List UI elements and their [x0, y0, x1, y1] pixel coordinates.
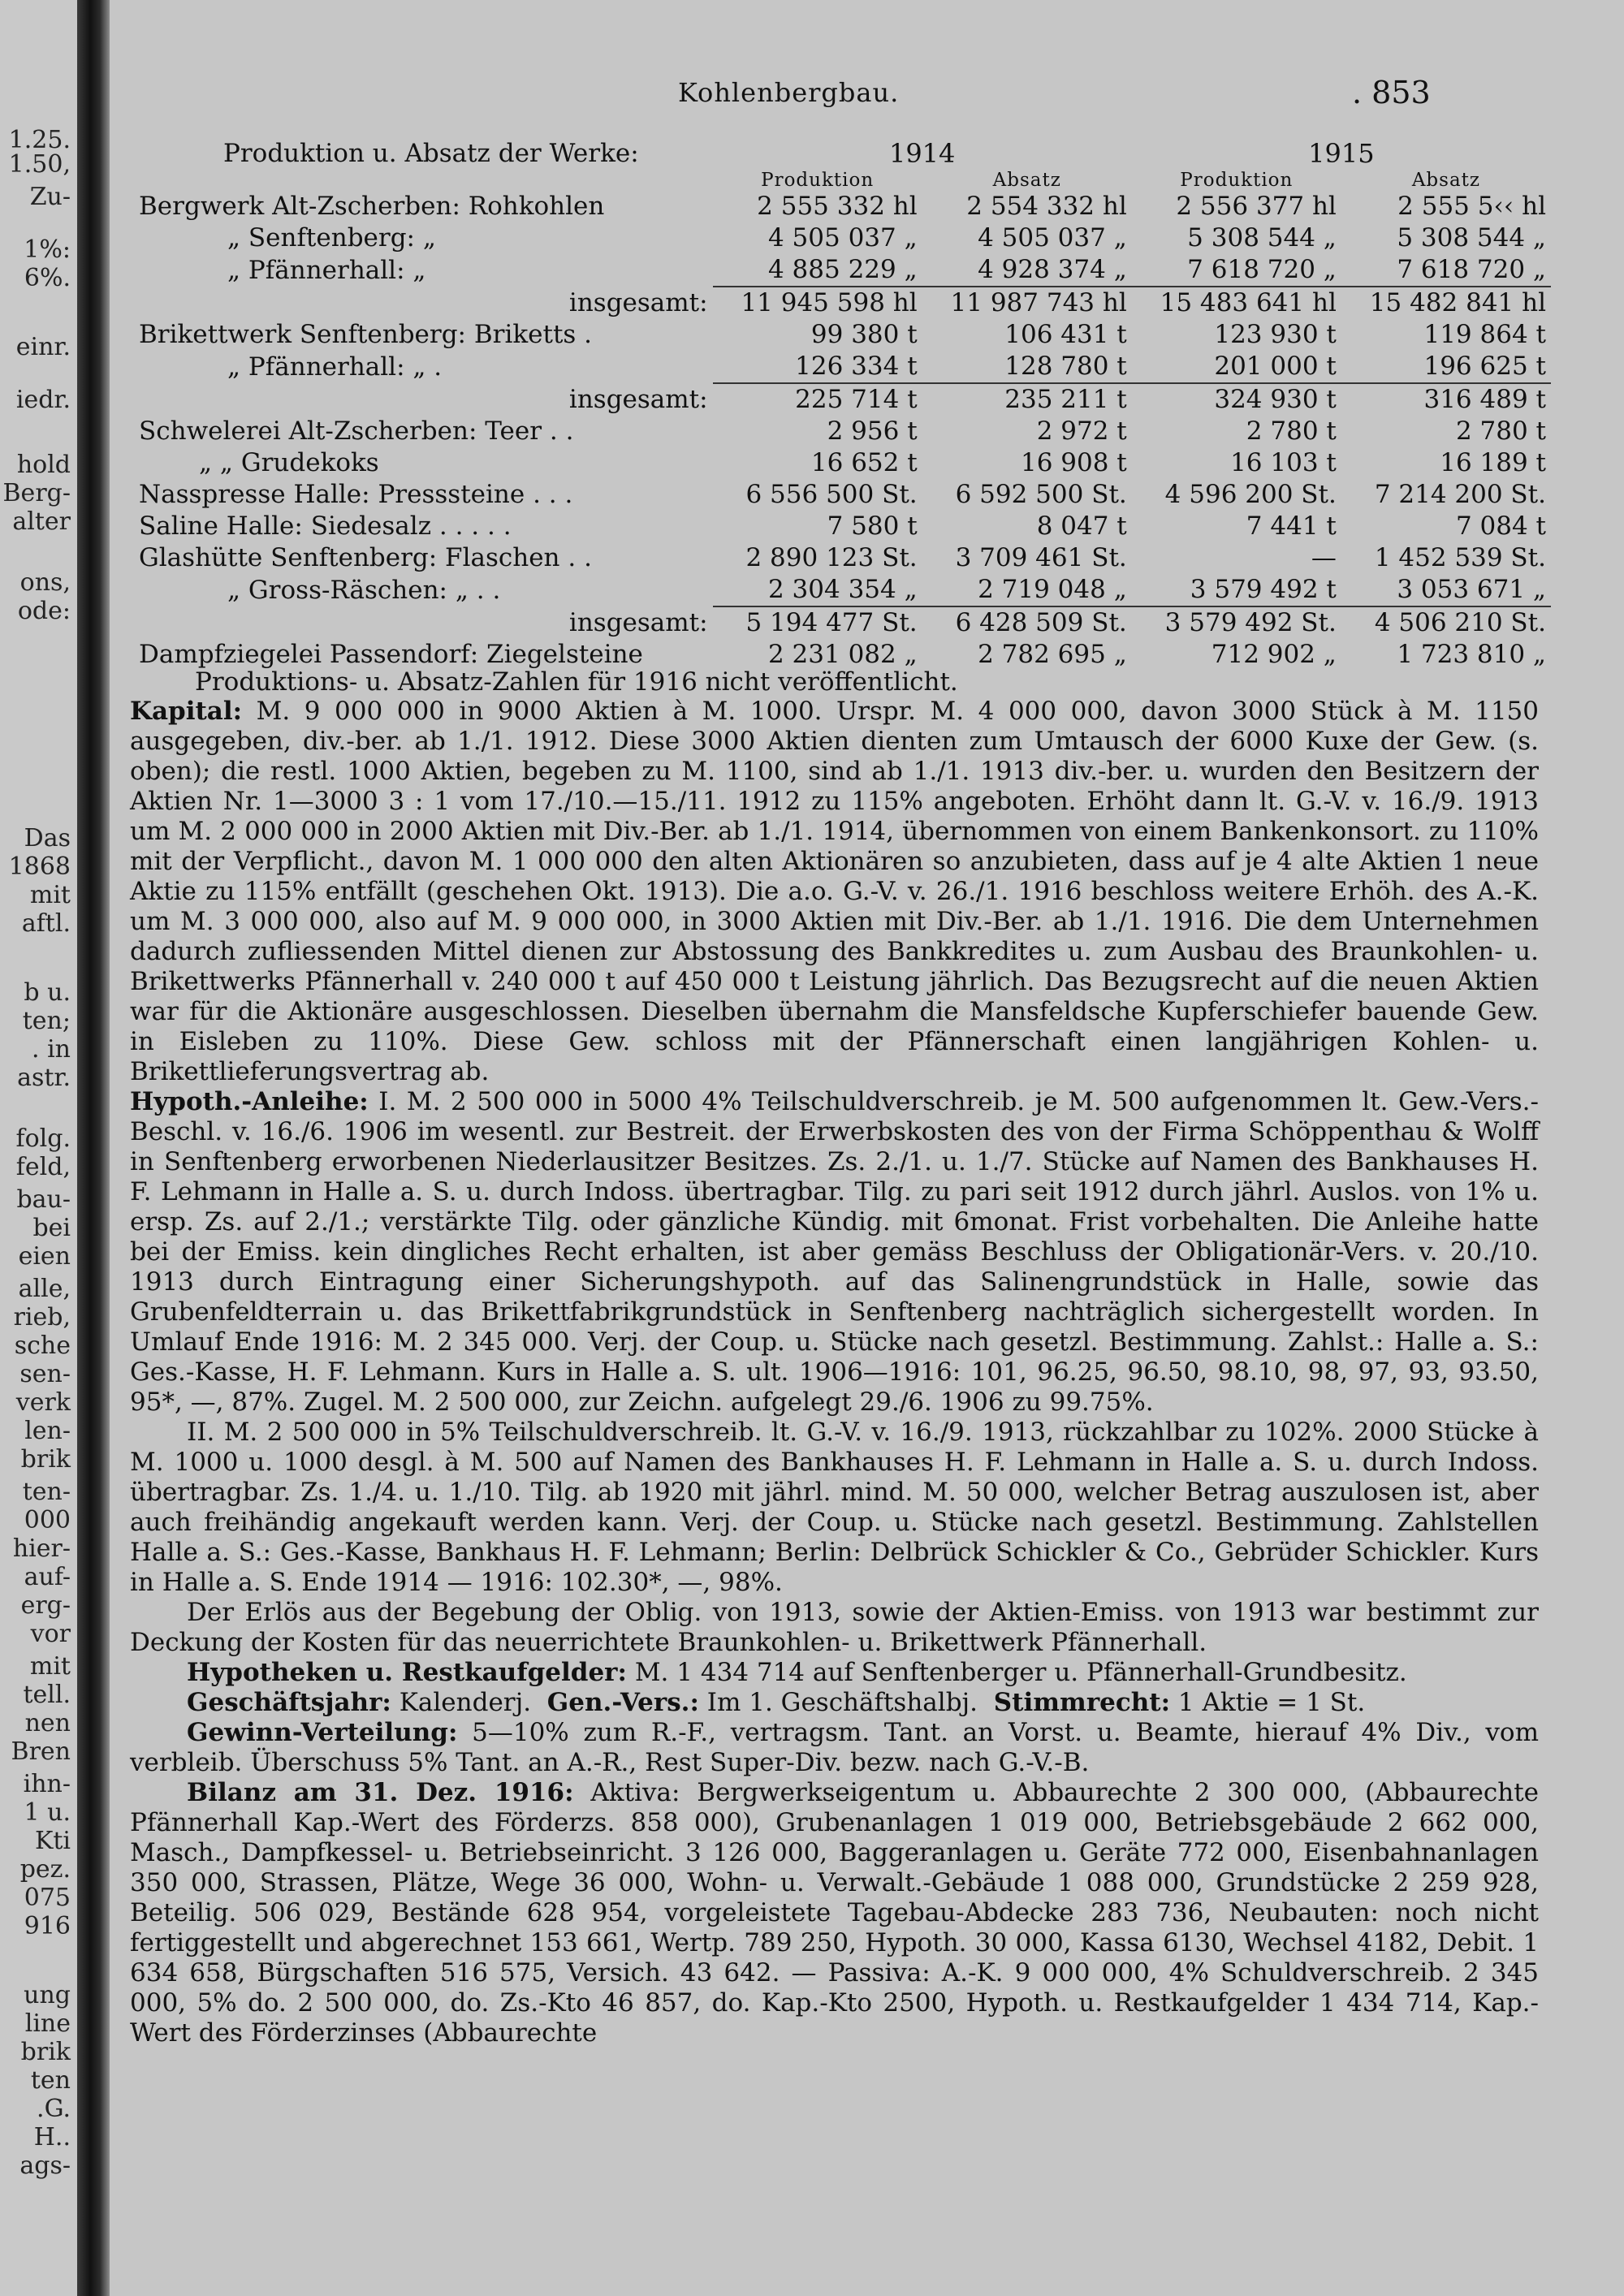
geschaeftsjahr-text: Kalenderj.	[399, 1688, 532, 1717]
margin-fragment: erg-	[20, 1591, 71, 1620]
margin-fragment: Kti	[34, 1827, 71, 1855]
book-gutter	[77, 0, 110, 2296]
table-row	[134, 639, 1551, 671]
row-value: 2 780 t	[1455, 416, 1546, 446]
margin-fragment: pez.	[19, 1855, 71, 1884]
margin-fragment: bau-	[16, 1185, 71, 1214]
row-value: 3 709 461 St.	[955, 543, 1127, 572]
margin-fragment: line	[24, 2009, 71, 2038]
margin-fragment: mit	[29, 1652, 71, 1681]
col-produktion-1915: Produktion	[1180, 170, 1294, 191]
row-value: 15 482 841 hl	[1341, 287, 1551, 319]
margin-fragment: .G.	[37, 2095, 71, 2123]
margin-fragment: iedr.	[15, 386, 71, 414]
margin-fragment: auf-	[24, 1563, 71, 1591]
row-value: 2 972 t	[1036, 416, 1127, 446]
table-row	[134, 511, 1551, 542]
row-value: 16 103 t	[1230, 448, 1337, 477]
row-value: 2 231 082 „	[767, 640, 918, 669]
col-absatz-1914: Absatz	[992, 170, 1061, 191]
row-value: 1 452 539 St.	[1374, 543, 1546, 572]
margin-fragment: Das	[24, 824, 71, 852]
row-value: 2 304 354 „	[767, 575, 918, 604]
row-value: 99 380 t	[810, 320, 918, 349]
kapital-heading: Kapital:	[130, 697, 243, 726]
bilanz-text: Aktiva: Bergwerkseigentum u. Abbaurechte 2 300 000, (Abbaurechte Pfännerhall Kap.-Wert des Förderzs. 858 000), Grubenanlagen 1 019 000, Betriebsgebäude 2 662 000, Masch., Dampfkessel- u. Betriebseinricht. 3 126 000, Baggeranlagen u. Geräte 772 000, Eisenbahnanlagen 350 000, Strassen, Plätze, Wege 36 000, Wohn- u. Verwalt.-Gebäude 1 088 000, Grundstücke 2 259 928, Beteilig. 506 029, Bestände 628 954, vorgeleistete Tagebau-Abdecke 283 736, Neubauten: noch nicht fertiggestellt und abgerechnet 153 661, Wertp. 789 250, Hypoth. 30 000, Kassa 6130, Wechsel 4182, Debit. 1 634 658, Bürgschaften 516 575, Versich. 43 642. — Passiva: A.-K. 9 000 000, 4% Schuldverschreib. 2 345 000, 5% do. 2 500 000, do. Zs.-Kto 46 857, do. Kap.-Kto 2500, Hypoth. u. Restkaufgelder 1 434 714, Kap.-Wert des Förderzinses (Abbaurechte	[130, 1778, 1540, 2048]
running-header-title: Kohlenbergbau.	[678, 77, 900, 108]
margin-fragment: bei	[32, 1214, 71, 1242]
row-value: 5 308 544 „	[1397, 223, 1546, 252]
margin-fragment: H..	[33, 2123, 71, 2151]
row-value: 106 431 t	[1004, 320, 1127, 349]
row-value: 4 506 210 St.	[1341, 606, 1551, 639]
production-table	[134, 138, 1551, 671]
row-label: Dampfziegelei Passendorf: Ziegelsteine	[139, 640, 643, 669]
row-value: 2 780 t	[1246, 416, 1337, 446]
row-label: Nasspresse Halle: Presssteine . . .	[139, 480, 573, 509]
table-row	[134, 574, 1551, 606]
row-label: insgesamt:	[568, 608, 708, 637]
margin-fragment: 000	[24, 1506, 71, 1534]
gewinn-paragraph	[130, 1718, 1539, 1778]
margin-fragment: hier-	[12, 1534, 71, 1563]
margin-fragment: b u.	[24, 978, 71, 1007]
margin-fragment: sche	[14, 1331, 71, 1360]
margin-fragment: 6%.	[24, 264, 71, 292]
row-label: „ „ Grudekoks	[199, 448, 379, 477]
row-label: „ Pfännerhall: „ .	[227, 352, 443, 382]
margin-fragment: ags-	[19, 2151, 71, 2180]
row-label: „ Gross-Räschen: „ . .	[227, 576, 501, 605]
table-row	[134, 319, 1551, 351]
row-value: 4 505 037 „	[767, 223, 918, 252]
adjacent-page-strip	[0, 0, 77, 2296]
row-value: 16 189 t	[1440, 448, 1546, 477]
row-label: „ Pfännerhall: „	[227, 256, 426, 285]
row-value: 4 596 200 St.	[1164, 480, 1337, 509]
margin-fragment: hold	[16, 451, 71, 479]
table-heading: Produktion u. Absatz der Werke:	[223, 139, 639, 168]
row-value: 2 556 377 hl	[1176, 192, 1337, 221]
anleihe-1-text: I. M. 2 500 000 in 5000 4% Teilschuldverschreib. je M. 500 aufgenommen lt. Gew.-Vers.-Beschl. v. 16./6. 1906 im wesentl. zur Bestreit. der Erwerbskosten des von der Firma Schöppenthau & Wolff in Senftenberg erworbenen Niederlausitzer Besitzes. Zs. 2./1. u. 1./7. Stücke auf Namen des Bankhauses H. F. Lehmann in Halle a. S. u. durch Indoss. übertragbar. Tilg. zu pari seit 1912 durch jährl. Auslos. von 1% u. ersp. Zs. auf 2./1.; verstärkte Tilg. oder gänzliche Kündig. mit 6monat. Frist vorbehalten. Die Anleihe hatte bei der Emiss. kein dingliches Recht erhalten, ist aber gemäss Beschluss der Obligationär-Vers. v. 20./10. 1913 durch Eintragung einer Sicherungshypoth. auf das Salinengrundstück in Halle, sowie das Grubenfeldterrain u. das Brikettfabrikgrundstück in Senftenberg nachträglich sichergestellt worden. In Umlauf Ende 1916: M. 2 345 000. Verj. der Coup. u. Stücke nach gesetzl. Bestimmung. Zahlst.: Halle a. S.: Ges.-Kasse, H. F. Lehmann. Kurs in Halle a. S. ult. 1906—1916: 101, 96.25, 96.50, 98.10, 98, 97, 93, 93.50, 95*, —, 87%. Zugel. M. 2 500 000, zur Zeichn. aufgelegt 29./6. 1906 zu 99.75%.	[130, 1087, 1539, 1417]
row-value: 126 334 t	[795, 352, 918, 381]
margin-fragment: ons,	[19, 568, 71, 597]
table-row	[134, 351, 1551, 383]
margin-fragment: nen	[24, 1709, 71, 1737]
row-value: 1 723 810 „	[1397, 640, 1546, 669]
margin-fragment: . in	[32, 1035, 71, 1064]
row-value: 16 908 t	[1020, 448, 1127, 477]
margin-fragment: ode:	[17, 597, 71, 625]
genvers-heading: Gen.-Vers.:	[546, 1688, 699, 1717]
table-row	[134, 606, 1551, 639]
margin-fragment: brik	[20, 1445, 71, 1474]
body-text	[130, 697, 1539, 2048]
row-label: Brikettwerk Senftenberg: Briketts .	[139, 320, 593, 349]
margin-fragment: 1.50,	[8, 150, 71, 179]
margin-fragment: alle,	[18, 1275, 71, 1303]
row-value: 6 428 509 St.	[922, 606, 1132, 639]
row-value: 11 987 743 hl	[922, 287, 1132, 319]
row-value: 7 580 t	[827, 511, 918, 541]
margin-fragment: feld,	[15, 1153, 71, 1181]
table-year-row	[134, 138, 1551, 170]
margin-fragment: sen-	[19, 1360, 71, 1388]
year-1914: 1914	[888, 138, 956, 169]
row-value: 201 000 t	[1214, 352, 1337, 381]
row-value: 7 441 t	[1246, 511, 1337, 541]
row-value: 119 864 t	[1423, 320, 1546, 349]
geschaeftsjahr-heading: Geschäftsjahr:	[187, 1688, 391, 1717]
bilanz-heading: Bilanz am 31. Dez. 1916:	[187, 1778, 574, 1807]
row-value: 2 555 332 hl	[757, 192, 918, 221]
margin-fragment: tell.	[23, 1681, 71, 1709]
margin-fragment: astr.	[17, 1064, 71, 1092]
table-row	[134, 383, 1551, 416]
row-label: insgesamt:	[568, 385, 708, 414]
geschaeftsjahr-paragraph	[130, 1688, 1539, 1718]
genvers-text: Im 1. Geschäftshalbj.	[706, 1688, 978, 1717]
erloes-paragraph: Der Erlös aus der Begebung der Oblig. von 1913, sowie der Aktien-Emiss. von 1913 war bestimmt zur Deckung der Kosten für das neuerrichtete Braunkohlen- u. Brikettwerk Pfännerhall.	[130, 1598, 1539, 1657]
row-value: 123 930 t	[1214, 320, 1337, 349]
page-number: . 853	[1352, 75, 1431, 110]
year-1915: 1915	[1308, 138, 1375, 169]
margin-fragment: 1868	[8, 852, 71, 881]
hypotheken-paragraph	[130, 1658, 1539, 1688]
margin-fragment: 1%:	[24, 235, 71, 264]
margin-fragment: verk	[15, 1388, 71, 1417]
gewinn-heading: Gewinn-Verteilung:	[187, 1718, 458, 1747]
table-row	[134, 287, 1551, 319]
margin-fragment: brik	[20, 2038, 71, 2066]
margin-fragment: mit	[29, 881, 71, 909]
row-value: 128 780 t	[1004, 352, 1127, 381]
row-value: 316 489 t	[1341, 383, 1551, 416]
row-value: 225 714 t	[713, 383, 922, 416]
margin-fragment: rieb,	[13, 1303, 71, 1331]
kapital-paragraph	[130, 697, 1539, 1087]
book-page	[110, 0, 1624, 2296]
margin-fragment: eien	[18, 1242, 71, 1271]
row-value: 5 308 544 „	[1187, 223, 1337, 252]
margin-fragment: ten	[30, 2066, 71, 2095]
anleihe-2-paragraph: II. M. 2 500 000 in 5% Teilschuldverschreib. lt. G.-V. v. 16./9. 1913, rückzahlbar zu 102%. 2000 Stücke à M. 1000 u. 1000 desgl. à M. 500 auf Namen des Bankhauses H. F. Lehmann in Halle a. S. u. durch Indoss. übertragbar. Zs. 1./4. u. 1./10. Tilg. ab 1920 mit jährl. mind. M. 50 000, welcher Betrag auszulosen ist, aber auch freihändig angekauft werden kann. Verj. der Coup. u. Stücke nach gesetzl. Bestimmung. Zahlstellen Halle a. S.: Ges.-Kasse, Bankhaus H. F. Lehmann; Berlin: Delbrück Schickler & Co., Gebrüder Schickler. Kurs in Halle a. S. Ende 1914 — 1916: 102.30*, —, 98%.	[130, 1418, 1539, 1597]
margin-fragment: vor	[30, 1620, 71, 1648]
row-value: 2 782 695 „	[978, 640, 1127, 669]
col-absatz-1915: Absatz	[1411, 170, 1481, 191]
row-label: Bergwerk Alt-Zscherben: Rohkohlen	[139, 192, 605, 221]
margin-fragment: alter	[12, 507, 71, 536]
margin-fragment: 916	[24, 1912, 71, 1940]
row-label: Glashütte Senftenberg: Flaschen . .	[139, 543, 592, 572]
note-1916: Produktions- u. Absatz-Zahlen für 1916 nicht veröffentlicht.	[195, 667, 958, 697]
col-produktion-1914: Produktion	[761, 170, 875, 191]
row-value: 6 592 500 St.	[955, 480, 1127, 509]
row-value: 2 554 332 hl	[966, 192, 1127, 221]
row-value: 4 505 037 „	[978, 223, 1127, 252]
margin-fragment: Bren	[11, 1737, 71, 1766]
gewinn-text: 5—10% zum R.-F., vertragsm. Tant. an Vorst. u. Beamte, hierauf 4% Div., vom verbleib. Überschuss 5% Tant. an A.-R., Rest Super-Div. bezw. nach G.-V.-B.	[130, 1718, 1539, 1777]
anleihe-1-paragraph	[130, 1087, 1539, 1418]
table-row	[134, 222, 1551, 254]
margin-fragment: 1 u.	[24, 1798, 71, 1827]
margin-fragment: 1.25.	[8, 126, 71, 154]
row-value: 2 555 5‹‹ hl	[1397, 192, 1546, 221]
margin-fragment: 075	[24, 1884, 71, 1912]
row-label: „ Senftenberg: „	[227, 223, 436, 252]
margin-fragment: Zu-	[29, 183, 71, 211]
table-row	[134, 447, 1551, 479]
row-value: 15 483 641 hl	[1132, 287, 1341, 319]
margin-fragment: Berg-	[2, 479, 71, 507]
row-value: 5 194 477 St.	[713, 606, 922, 639]
production-rows	[134, 191, 1551, 671]
row-value: 7 618 720 „	[1397, 255, 1546, 284]
row-value: 11 945 598 hl	[713, 287, 922, 319]
row-value: 2 890 123 St.	[745, 543, 918, 572]
table-row	[134, 542, 1551, 574]
hypotheken-text: M. 1 434 714 auf Senftenberger u. Pfännerhall-Grundbesitz.	[634, 1658, 1407, 1687]
margin-fragment: ten;	[22, 1007, 71, 1035]
table-row	[134, 191, 1551, 222]
row-value: 7 214 200 St.	[1374, 480, 1546, 509]
row-value: 712 902 „	[1211, 640, 1337, 669]
row-value: 8 047 t	[1036, 511, 1127, 541]
kapital-text: M. 9 000 000 in 9000 Aktien à M. 1000. Urspr. M. 4 000 000, davon 3000 Stück à M. 1150 ausgegeben, div.-ber. ab 1./1. 1912. Diese 3000 Aktien dienten zum Umtausch der 6000 Kuxe der Gew. (s. oben); die restl. 1000 Aktien, begeben zu M. 1100, sind ab 1./1. 1913 div.-ber. u. wurden den Besitzern der Aktien Nr. 1—3000 3 : 1 vom 17./10.—15./11. 1912 zu 115% angeboten. Erhöht dann lt. G.-V. v. 16./9. 1913 um M. 2 000 000 in 2000 Aktien mit Div.-Ber. ab 1./1. 1914, übernommen von einem Bankenkonsort. zu 110% mit der Verpflicht., davon M. 1 000 000 den alten Aktionären so anzubieten, dass auf je 4 alte Aktien 1 neue Aktie zu 115% entfällt (geschehen Okt. 1913). Die a.o. G.-V. v. 26./1. 1916 beschloss weitere Erhöh. des A.-K. um M. 3 000 000, also auf M. 9 000 000, in 3000 Aktien mit Div.-Ber. ab 1./1. 1916. Die dem Unternehmen dadurch zufliessenden Mittel dienen zur Abstossung des Bankkredites u. zum Ausbau des Braunkohlen- u. Brikettwerks Pfännerhall v. 240 000 t auf 450 000 t Leistung jährlich. Das Bezugsrecht auf die neuen Aktien war für die Aktionäre ausgeschlossen. Dieselben übernahm die Mansfeldsche Kupferschiefer bauende Gew. in Eisleben zu 110%. Diese Gew. schloss mit der Pfännerschaft einen langjährigen Kohlen- u. Brikettlieferungsvertrag ab.	[130, 697, 1539, 1086]
bilanz-paragraph	[130, 1778, 1539, 2048]
margin-fragment: ung	[24, 1981, 71, 2009]
row-value: 196 625 t	[1423, 352, 1546, 381]
row-value: 324 930 t	[1132, 383, 1341, 416]
row-value: 235 211 t	[922, 383, 1132, 416]
row-value: 3 053 671 „	[1397, 575, 1546, 604]
table-row	[134, 254, 1551, 287]
row-label: insgesamt:	[568, 288, 708, 317]
row-value: 4 885 229 „	[767, 255, 918, 284]
margin-fragment: folg.	[15, 1124, 71, 1153]
hypotheken-heading: Hypotheken u. Restkaufgelder:	[187, 1658, 627, 1687]
margin-fragment: ten-	[22, 1478, 71, 1506]
row-label: Saline Halle: Siedesalz . . . . .	[139, 511, 512, 541]
row-label: Schwelerei Alt-Zscherben: Teer . .	[139, 416, 574, 446]
row-value: 2 719 048 „	[978, 575, 1127, 604]
stimmrecht-heading: Stimmrecht:	[993, 1688, 1171, 1717]
row-value: 6 556 500 St.	[745, 480, 918, 509]
margin-fragment: ihn-	[23, 1770, 71, 1798]
table-caption-row	[134, 170, 1551, 191]
table-row	[134, 416, 1551, 447]
row-value: 7 084 t	[1455, 511, 1546, 541]
row-value: 3 579 492 t	[1190, 575, 1337, 604]
margin-fragment: einr.	[15, 333, 71, 361]
margin-fragment: len-	[24, 1417, 71, 1445]
row-value: 4 928 374 „	[978, 255, 1127, 284]
row-value: 7 618 720 „	[1187, 255, 1337, 284]
anleihe-heading: Hypoth.-Anleihe:	[130, 1087, 369, 1116]
row-value: 3 579 492 St.	[1132, 606, 1341, 639]
row-value: 16 652 t	[810, 448, 918, 477]
stimmrecht-text: 1 Aktie = 1 St.	[1177, 1688, 1366, 1717]
margin-fragment: aftl.	[21, 909, 71, 938]
table-row	[134, 479, 1551, 511]
row-value: 2 956 t	[827, 416, 918, 446]
row-value: —	[1311, 543, 1337, 572]
